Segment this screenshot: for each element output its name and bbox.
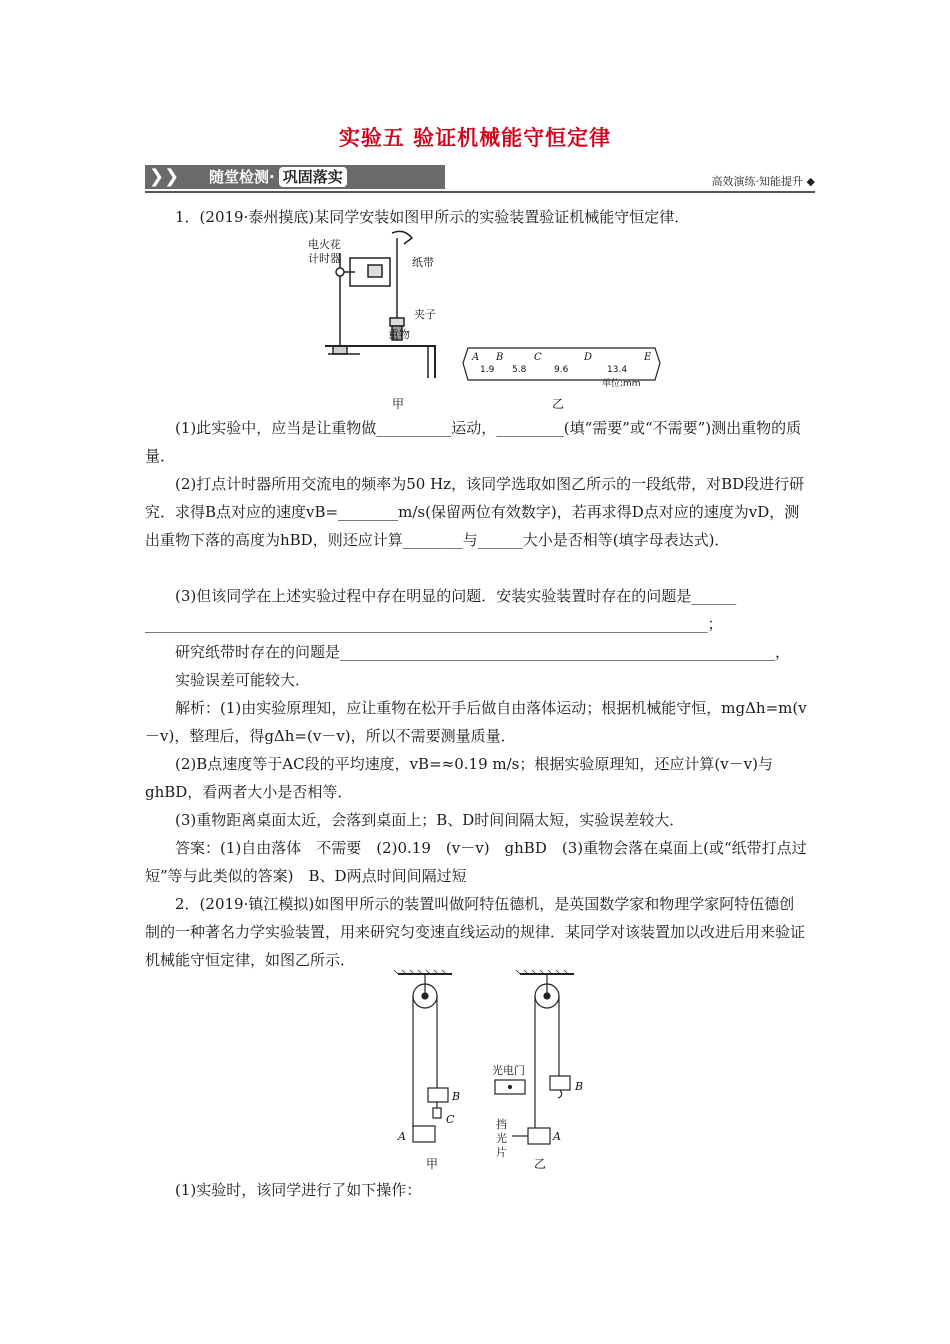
answer-1: 答案：(1)自由落体 不需要 (2)0.19 (v－v) ghBD (3)重物会落在桌面上(或“纸带打点过短”等与此类似的答案) B、D两点时间间隔过短 [145,839,807,885]
tape-value-1: 1.9 [480,365,495,375]
label-B-left: B [452,1090,461,1103]
label-weight: 重物 [388,328,410,341]
banner-title [209,165,347,189]
question-1: 1．(2019·泰州摸底)某同学安装如图甲所示的实验装置验证机械能守恒定律． [175,208,690,226]
figure-1 [300,228,680,413]
paper-tape [463,348,660,389]
atwood-machine-a [394,970,452,1142]
banner-rule [145,191,815,193]
question-1-part-3a: (3)但该同学在上述实验过程中存在明显的问题．安装实验装置时存在的问题是______ [175,587,737,605]
tape-point-B: B [496,352,504,363]
tape-point-C: C [534,352,542,363]
banner-boxed-label: 巩固落实 [279,167,347,187]
label-photogate: 光电门 [492,1064,525,1077]
fig2-caption-left: 甲 [426,1157,439,1171]
tape-point-A: A [472,352,480,363]
banner-right-label: 高效演练·知能提升 ◆ [711,175,815,188]
tape-value-2: 5.8 [512,365,527,375]
question-2: 2．(2019·镇江模拟)如图甲所示的装置叫做阿特伍德机，是英国数学家和物理学家阿特伍德创制的一种著名力学实验装置，用来研究匀变速直线运动的规律．某同学对该装置加以改进后用来验证机械能守恒定律，如图乙所示． [145,895,806,969]
tape-value-3: 9.6 [554,365,569,375]
svg-text:挡: 挡 [496,1118,507,1131]
section-banner [145,161,815,193]
question-1-part-3c: 研究纸带时存在的问题是__________________________________________________________， [175,643,791,661]
label-B-right: B [575,1080,584,1093]
question-2-part-1: (1)实验时，该同学进行了如下操作： [175,1181,422,1199]
svg-text:计时器: 计时器 [308,252,341,265]
fig1-caption-right: 乙 [552,397,565,411]
fig2-caption-right: 乙 [534,1157,547,1171]
analysis-3: (3)重物距离桌面太近，会落到桌面上；B、D时间间隔太短，实验误差较大． [175,811,685,829]
label-shield [496,1117,507,1159]
question-1-part-1: (1)此实验中，应当是让重物做__________运动，_________(填“需要”或“不需要”)测出重物的质量． [145,419,802,465]
label-C: C [446,1113,455,1126]
page-title: 实验五 验证机械能守恒定律 [338,126,612,150]
stand-apparatus [325,231,435,378]
label-A-right: A [553,1130,561,1143]
fig1-caption-left: 甲 [392,397,405,411]
question-1-part-3d: 实验误差可能较大． [175,671,311,689]
tape-point-D: D [584,352,593,363]
svg-text:片: 片 [496,1146,507,1159]
label-A-left: A [398,1130,406,1143]
tape-point-E: E [644,352,652,363]
double-chevron-icon: ❯❯ [149,166,180,187]
banner-left-label: 随堂检测· [209,168,275,186]
label-clip: 夹子 [414,308,436,321]
label-tape: 纸带 [412,256,434,269]
question-1-part-3b: ___________________________________________________________________________； [145,615,723,633]
label-timer: 电火花 [308,238,341,251]
tape-unit: 单位:mm [602,379,641,389]
analysis-1: 解析：(1)由实验原理知，应让重物在松开手后做自由落体运动；根据机械能守恒，mgΔh=m(v－v)，整理后，得gΔh=(v－v)，所以不需要测量质量． [145,699,807,745]
svg-text:光: 光 [496,1132,507,1145]
figure-2 [390,968,610,1173]
question-1-part-2: (2)打点计时器所用交流电的频率为50 Hz，该同学选取如图乙所示的一段纸带，对BD段进行研究．求得B点对应的速度vB=________m/s(保留两位有效数字)，若再求得D点对应的速度为vD，测出重物下落的高度为hBD，则还应计算________与______大小是否相等(填字母表达式)． [145,475,805,549]
analysis-2: (2)B点速度等于AC段的平均速度，vB=≈0.19 m/s；根据实验原理知，还应计算(v－v)与ghBD，看两者大小是否相等． [145,755,774,801]
tape-value-4: 13.4 [607,365,628,375]
